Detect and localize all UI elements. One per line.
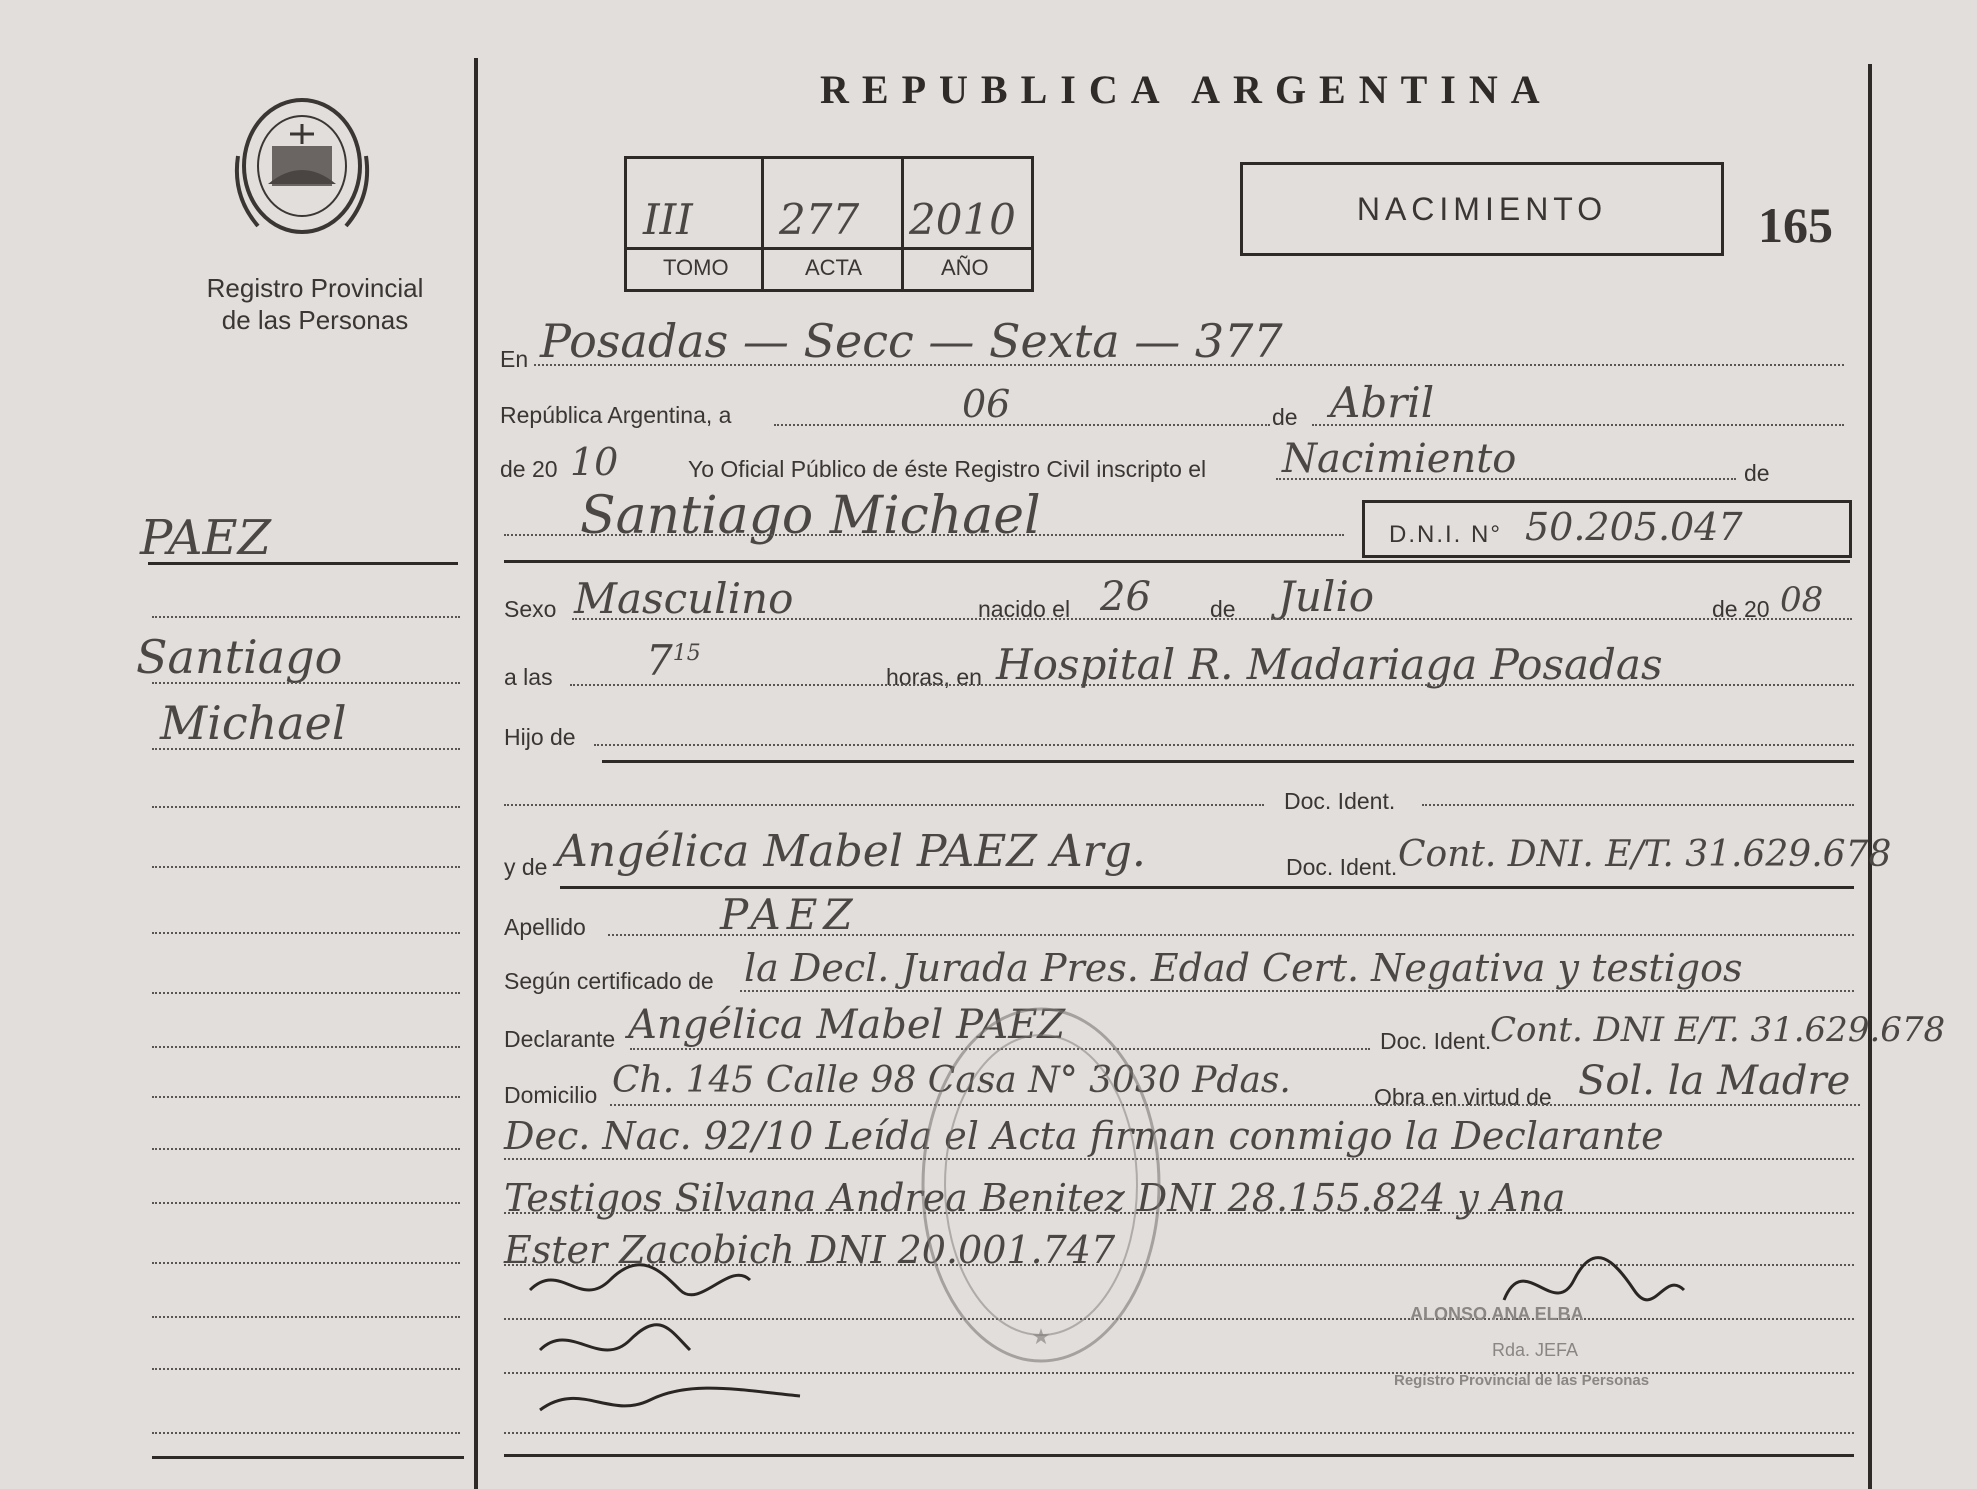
day-value: 06 — [962, 382, 1011, 426]
margin-dotted-line — [152, 992, 460, 994]
declarante-doc-label: Doc. Ident. — [1380, 1028, 1492, 1054]
record-divider — [901, 159, 904, 289]
dotted-line — [572, 618, 1852, 620]
official-name: ALONSO ANA ELBA — [1410, 1304, 1584, 1324]
margin-dotted-line — [152, 1368, 460, 1370]
dotted-line — [594, 744, 1854, 746]
birth-month: Julio — [1278, 572, 1375, 621]
margin-dotted-line — [152, 1202, 460, 1204]
left-signatures-icon — [520, 1250, 820, 1440]
registry-name-line2: de las Personas — [221, 305, 409, 335]
yde-label: y de — [504, 854, 548, 880]
act-type: NACIMIENTO — [1356, 191, 1608, 227]
dni-box — [1362, 500, 1852, 558]
time-hour: 7 — [646, 636, 673, 685]
tomo-value: III — [643, 195, 693, 244]
province-seal-icon — [228, 86, 376, 246]
dotted-line — [504, 1212, 1854, 1214]
record-box — [624, 156, 1034, 292]
certificado-value: la Decl. Jurada Pres. Edad Cert. Negativa y testigos — [744, 946, 1743, 990]
dotted-line — [774, 424, 1270, 426]
act-value: Nacimiento — [1282, 436, 1517, 482]
note-line-1: Dec. Nac. 92/10 Leída el Acta firman conmigo la Declarante — [504, 1114, 1664, 1158]
year-suffix: 10 — [570, 440, 619, 484]
birth-place: Hospital R. Madariaga Posadas — [996, 640, 1663, 689]
declarante-doc-value: Cont. DNI E/T. 31.629.678 — [1490, 1010, 1946, 1050]
republica-label: República Argentina, a — [500, 402, 732, 428]
folio-number: 165 — [1758, 197, 1833, 253]
rule — [560, 886, 1854, 889]
declarante-value: Angélica Mabel PAEZ — [628, 1002, 1066, 1048]
bottom-rule — [504, 1454, 1854, 1457]
margin-dotted-line — [152, 748, 460, 750]
margin-dotted-line — [152, 866, 460, 868]
sexo-label: Sexo — [504, 596, 557, 622]
en-label: En — [500, 346, 529, 372]
time-value — [646, 636, 701, 685]
place-value: Posadas — Secc — Sexta — 377 — [540, 314, 1283, 368]
rule — [504, 560, 1850, 563]
certificado-label: Según certificado de — [504, 968, 714, 994]
margin-dotted-line — [152, 932, 460, 934]
horas-label: horas, en — [886, 664, 982, 690]
margin-dotted-line — [152, 616, 460, 618]
dotted-line — [504, 534, 1344, 536]
margin-given-name-1: Santiago — [136, 630, 343, 684]
acta-label: ACTA — [805, 255, 863, 280]
dotted-line — [1422, 804, 1854, 806]
anio-label: AÑO — [941, 255, 989, 280]
registry-name-line1: Registro Provincial — [206, 273, 424, 303]
margin-bottom-rule — [152, 1456, 464, 1459]
record-divider — [761, 159, 764, 289]
margin-dotted-line — [152, 1096, 460, 1098]
mother-doc-label: Doc. Ident. — [1286, 854, 1398, 880]
dotted-line — [504, 1158, 1854, 1160]
de-label: de — [1272, 404, 1298, 430]
dotted-line — [504, 804, 1264, 806]
country-title: REPUBLICA ARGENTINA — [820, 67, 1553, 112]
alas-label: a las — [504, 664, 553, 690]
registry-stamp-icon — [916, 1000, 1166, 1370]
margin-dotted-line — [152, 806, 460, 808]
official-office: Registro Provincial de las Personas — [1394, 1372, 1650, 1389]
record-label-divider — [627, 247, 1031, 250]
de-year-label: de 20 — [1712, 596, 1770, 622]
time-minutes: 15 — [672, 641, 701, 666]
hijo-label: Hijo de — [504, 724, 576, 750]
sexo-value: Masculino — [574, 574, 794, 623]
margin-dotted-line — [152, 1432, 460, 1434]
doc-ident-label: Doc. Ident. — [1284, 788, 1396, 814]
de20-label: de 20 — [500, 456, 558, 482]
de-label: de — [1210, 596, 1236, 622]
child-name: Santiago Michael — [580, 486, 1041, 546]
margin-dotted-line — [152, 1262, 460, 1264]
acta-value: 277 — [779, 195, 860, 244]
margin-given-name-2: Michael — [160, 696, 347, 750]
margin-dotted-line — [152, 682, 460, 684]
dotted-line — [608, 934, 1854, 936]
dotted-line — [534, 364, 1844, 366]
oficial-text: Yo Oficial Público de éste Registro Civil inscripto el — [688, 456, 1207, 482]
dotted-line — [740, 990, 1854, 992]
domicilio-value: Ch. 145 Calle 98 Casa N° 3030 Pdas. — [612, 1060, 1291, 1101]
mother-doc-value: Cont. DNI. E/T. 31.629.678 — [1398, 834, 1892, 875]
obra-label: Obra en virtud de — [1374, 1084, 1552, 1110]
birth-day: 26 — [1100, 574, 1151, 620]
birth-year-suffix: 08 — [1780, 580, 1824, 620]
declarante-label: Declarante — [504, 1026, 616, 1052]
apellido-value: PAEZ — [720, 890, 859, 939]
official-role: Rda. JEFA — [1492, 1340, 1579, 1360]
note-line-3: Ester Zacobich DNI 20.001.747 — [504, 1228, 1116, 1272]
svg-text:★: ★ — [1031, 1325, 1051, 1350]
rule — [602, 760, 1854, 763]
nacido-label: nacido el — [978, 596, 1071, 622]
de-label: de — [1744, 460, 1770, 486]
apellido-label: Apellido — [504, 914, 586, 940]
margin-surname: PAEZ — [140, 510, 271, 566]
dni-label: D.N.I. N° — [1389, 521, 1502, 548]
left-frame-line — [474, 58, 478, 1489]
month-value: Abril — [1330, 378, 1435, 427]
dni-value: 50.205.047 — [1525, 505, 1743, 549]
margin-dotted-line — [152, 1046, 460, 1048]
dotted-line — [1312, 424, 1844, 426]
domicilio-label: Domicilio — [504, 1082, 598, 1108]
right-frame-line — [1868, 64, 1872, 1489]
dotted-line — [610, 1104, 1860, 1106]
margin-rule — [148, 562, 458, 565]
margin-dotted-line — [152, 1316, 460, 1318]
act-type-box — [1240, 162, 1724, 256]
anio-value: 2010 — [909, 195, 1016, 244]
note-line-2: Testigos Silvana Andrea Benitez DNI 28.155.824 y Ana — [504, 1176, 1566, 1220]
obra-value: Sol. la Madre — [1578, 1058, 1851, 1104]
dotted-line — [1276, 478, 1736, 480]
registry-name — [160, 272, 470, 336]
mother-name: Angélica Mabel PAEZ Arg. — [556, 826, 1146, 877]
margin-dotted-line — [152, 1148, 460, 1150]
tomo-label: TOMO — [663, 255, 729, 280]
dotted-line — [570, 684, 1854, 686]
